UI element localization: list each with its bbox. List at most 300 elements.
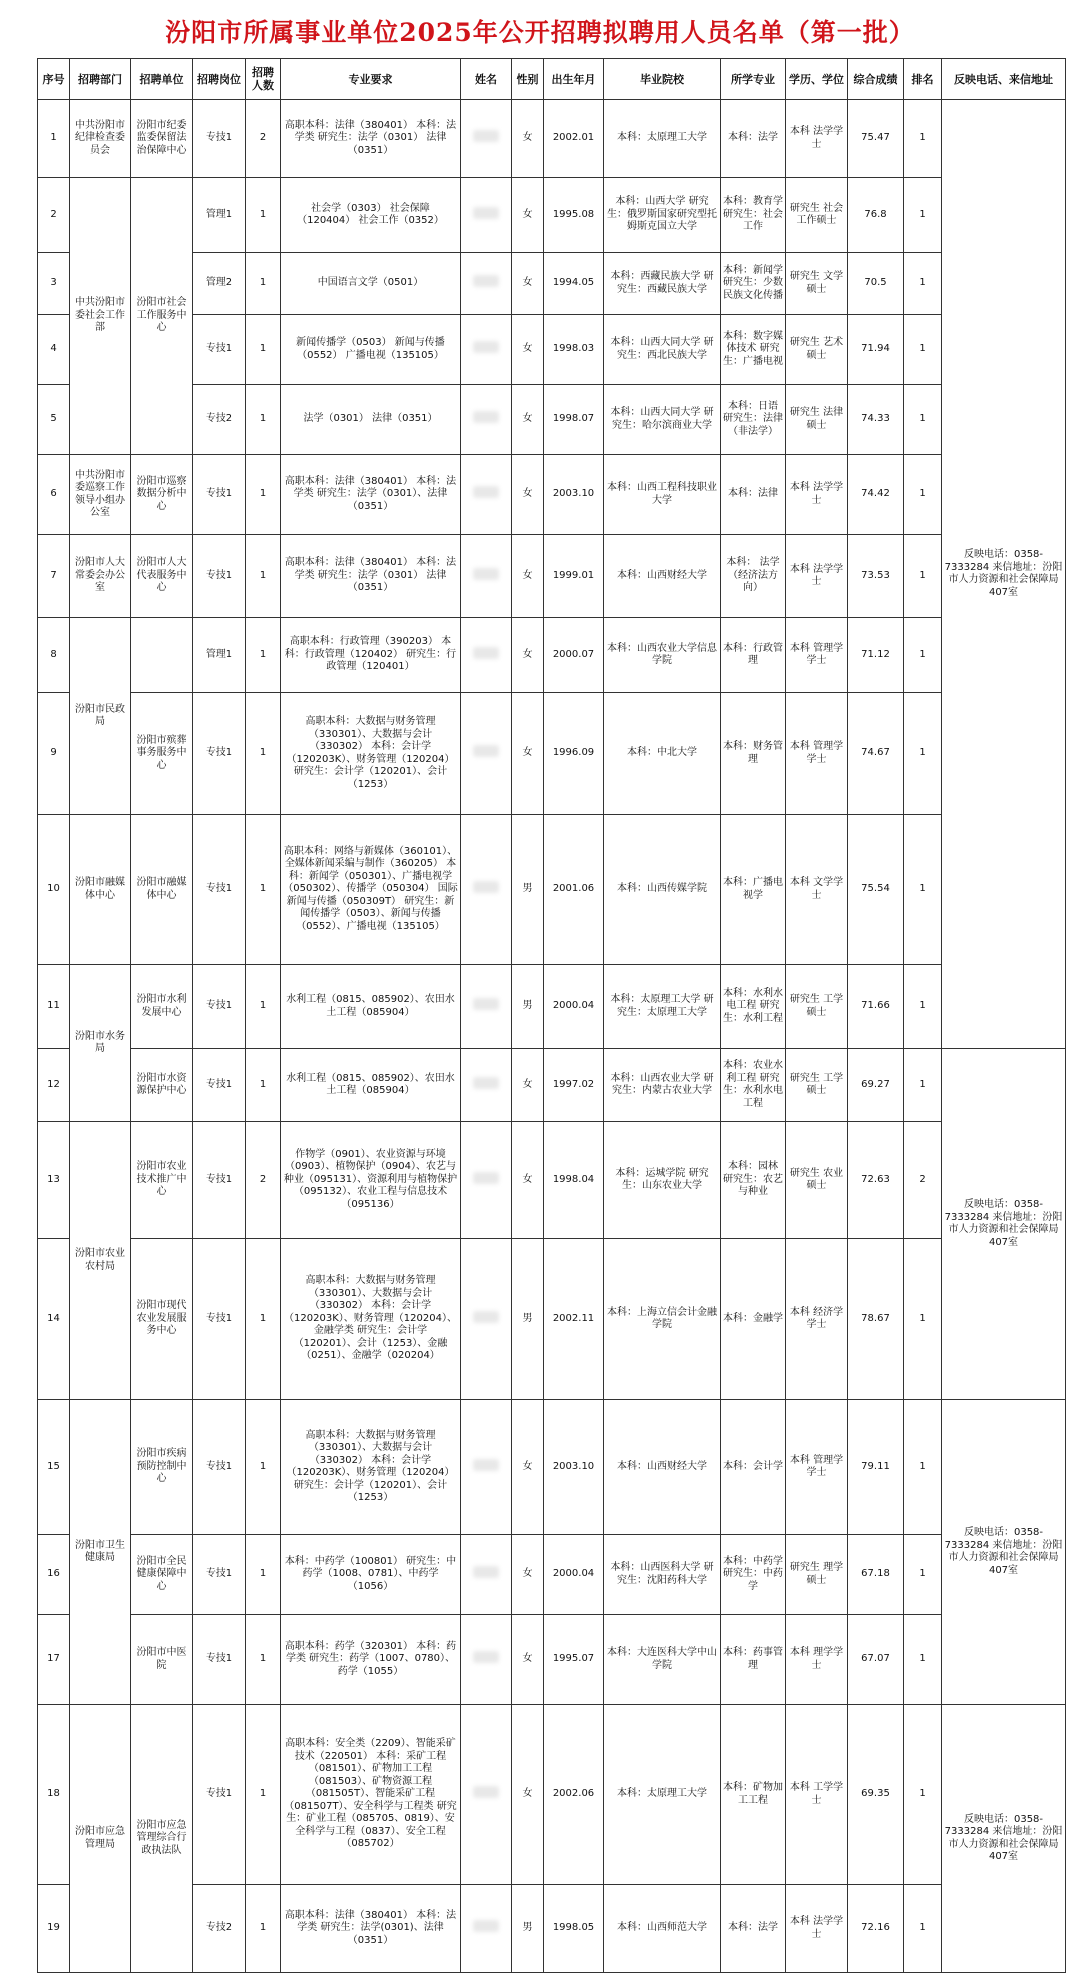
redaction-mark (473, 647, 499, 659)
count-cell: 1 (246, 1049, 281, 1122)
gender-cell: 男 (512, 815, 544, 965)
gender-cell: 男 (512, 965, 544, 1049)
table-row (38, 315, 1066, 385)
studied-major-cell: 本科：中药学 研究生：中药学 (721, 1535, 786, 1615)
degree-cell: 本科 管理学学士 (786, 693, 848, 815)
redaction-mark (473, 1311, 499, 1323)
major-requirement: 水利工程（0815、085902）、农田水土工程（085904） (281, 965, 461, 1049)
unit-cell: 汾阳市应急管理综合行政执法队 (131, 1705, 193, 1973)
name-redacted (461, 178, 512, 253)
score-cell: 70.5 (848, 253, 904, 315)
unit-cell: 汾阳市疾病预防控制中心 (131, 1400, 193, 1535)
gender-cell: 女 (512, 100, 544, 178)
rank-cell: 1 (904, 385, 942, 455)
table-row (38, 815, 1066, 965)
name-redacted (461, 385, 512, 455)
score-cell: 71.12 (848, 618, 904, 693)
rank-cell: 1 (904, 1049, 942, 1122)
birth-cell: 2003.10 (544, 455, 604, 535)
score-cell: 67.07 (848, 1615, 904, 1705)
header-cell: 反映电话、来信地址 (942, 59, 1066, 100)
degree-cell: 研究生 工学硕士 (786, 1049, 848, 1122)
studied-major-cell: 本科：园林 研究生：农艺与种业 (721, 1122, 786, 1239)
name-redacted (461, 618, 512, 693)
count-cell: 1 (246, 815, 281, 965)
table-row (38, 1239, 1066, 1400)
post-cell: 专技1 (193, 693, 246, 815)
count-cell: 1 (246, 1239, 281, 1400)
studied-major-cell: 本科：药事管理 (721, 1615, 786, 1705)
school-cell: 本科：山西财经大学 (604, 535, 721, 618)
major-requirement: 高职本科：法律（380401） 本科：法学类 研究生：法学（0301） 法律（0351） (281, 535, 461, 618)
unit-cell: 汾阳市水资源保护中心 (131, 1049, 193, 1122)
birth-cell: 1998.04 (544, 1122, 604, 1239)
row-number: 15 (38, 1400, 70, 1535)
redaction-mark (473, 207, 499, 219)
degree-cell: 本科 法学学士 (786, 100, 848, 178)
studied-major-cell: 本科：财务管理 (721, 693, 786, 815)
score-cell: 74.42 (848, 455, 904, 535)
degree-cell: 研究生 法律硕士 (786, 385, 848, 455)
header-cell: 学历、学位 (786, 59, 848, 100)
count-cell: 1 (246, 618, 281, 693)
school-cell: 本科：太原理工大学 研究生：太原理工大学 (604, 965, 721, 1049)
name-redacted (461, 455, 512, 535)
score-cell: 72.16 (848, 1885, 904, 1973)
row-number: 12 (38, 1049, 70, 1122)
major-requirement: 水利工程（0815、085902）、农田水土工程（085904） (281, 1049, 461, 1122)
count-cell: 2 (246, 1122, 281, 1239)
name-redacted (461, 965, 512, 1049)
school-cell: 本科：山西大同大学 研究生：哈尔滨商业大学 (604, 385, 721, 455)
degree-cell: 研究生 农业硕士 (786, 1122, 848, 1239)
studied-major-cell: 本科：法学 (721, 100, 786, 178)
rank-cell: 2 (904, 1122, 942, 1239)
studied-major-cell: 本科：会计学 (721, 1400, 786, 1535)
major-requirement: 作物学（0901）、农业资源与环境（0903）、植物保护（0904）、农艺与种业（095131）、资源利用与植物保护（095132）、农业工程与信息技术（095136） (281, 1122, 461, 1239)
row-number: 6 (38, 455, 70, 535)
studied-major-cell: 本科：新闻学 研究生：少数民族文化传播 (721, 253, 786, 315)
post-cell: 专技1 (193, 1122, 246, 1239)
score-cell: 67.18 (848, 1535, 904, 1615)
name-redacted (461, 1615, 512, 1705)
count-cell: 1 (246, 455, 281, 535)
table-row (38, 1400, 1066, 1535)
post-cell: 专技2 (193, 1885, 246, 1973)
header-cell: 序号 (38, 59, 70, 100)
studied-major-cell: 本科：广播电视学 (721, 815, 786, 965)
row-number: 13 (38, 1122, 70, 1239)
name-redacted (461, 693, 512, 815)
school-cell: 本科：大连医科大学中山学院 (604, 1615, 721, 1705)
major-requirement: 高职本科：大数据与财务管理（330301）、大数据与会计（330302） 本科：会计学（120203K）、财务管理（120204） 研究生：会计学（120201）、会计（1253） (281, 693, 461, 815)
school-cell: 本科：山西财经大学 (604, 1400, 721, 1535)
row-number: 3 (38, 253, 70, 315)
row-number: 5 (38, 385, 70, 455)
name-redacted (461, 1122, 512, 1239)
unit-cell: 汾阳市巡察数据分析中心 (131, 455, 193, 535)
degree-cell: 本科 理学学士 (786, 1615, 848, 1705)
studied-major-cell: 本科：数字媒体技术 研究生：广播电视 (721, 315, 786, 385)
post-cell: 专技1 (193, 315, 246, 385)
degree-cell: 研究生 艺术硕士 (786, 315, 848, 385)
studied-major-cell: 本科：法学 (721, 1885, 786, 1973)
post-cell: 专技1 (193, 455, 246, 535)
rank-cell: 1 (904, 1400, 942, 1535)
studied-major-cell: 本科： 法学（经济法方向） (721, 535, 786, 618)
header-cell: 排名 (904, 59, 942, 100)
table-row (38, 1615, 1066, 1705)
birth-cell: 2001.06 (544, 815, 604, 965)
studied-major-cell: 本科：矿物加工工程 (721, 1705, 786, 1885)
post-cell: 管理1 (193, 178, 246, 253)
redaction-mark (473, 1786, 499, 1798)
major-requirement: 高职本科：行政管理（390203） 本科：行政管理（120402） 研究生：行政管理（120401） (281, 618, 461, 693)
header-cell: 出生年月 (544, 59, 604, 100)
post-cell: 专技1 (193, 1049, 246, 1122)
score-cell: 71.66 (848, 965, 904, 1049)
score-cell: 72.63 (848, 1122, 904, 1239)
header-cell: 招聘岗位 (193, 59, 246, 100)
birth-cell: 2000.07 (544, 618, 604, 693)
header-cell: 招聘人数 (246, 59, 281, 100)
score-cell: 78.67 (848, 1239, 904, 1400)
unit-cell: 汾阳市殡葬事务服务中心 (131, 693, 193, 815)
table-row (38, 385, 1066, 455)
score-cell: 74.67 (848, 693, 904, 815)
score-cell: 69.27 (848, 1049, 904, 1122)
name-redacted (461, 1705, 512, 1885)
birth-cell: 1998.03 (544, 315, 604, 385)
rank-cell: 1 (904, 1885, 942, 1973)
dept-cell: 汾阳市农业农村局 (70, 1122, 131, 1400)
school-cell: 本科：中北大学 (604, 693, 721, 815)
name-redacted (461, 535, 512, 618)
birth-cell: 2000.04 (544, 965, 604, 1049)
row-number: 16 (38, 1535, 70, 1615)
birth-cell: 2002.11 (544, 1239, 604, 1400)
table-row (38, 178, 1066, 253)
post-cell: 专技1 (193, 815, 246, 965)
post-cell: 管理2 (193, 253, 246, 315)
birth-cell: 1998.07 (544, 385, 604, 455)
score-cell: 76.8 (848, 178, 904, 253)
redaction-mark (473, 275, 499, 287)
birth-cell: 2002.06 (544, 1705, 604, 1885)
row-number: 17 (38, 1615, 70, 1705)
birth-cell: 1996.09 (544, 693, 604, 815)
score-cell: 75.47 (848, 100, 904, 178)
document-title: 汾阳市所属事业单位2025年公开招聘拟聘用人员名单（第一批） (165, 18, 915, 47)
score-cell: 73.53 (848, 535, 904, 618)
post-cell: 专技1 (193, 1535, 246, 1615)
redaction-mark (473, 568, 499, 580)
studied-major-cell: 本科：法律 (721, 455, 786, 535)
school-cell: 本科：山西农业大学 研究生：内蒙古农业大学 (604, 1049, 721, 1122)
post-cell: 专技1 (193, 965, 246, 1049)
dept-cell: 中共汾阳市委巡察工作领导小组办公室 (70, 455, 131, 535)
birth-cell: 1994.05 (544, 253, 604, 315)
row-number: 19 (38, 1885, 70, 1973)
gender-cell: 女 (512, 535, 544, 618)
table-header-row (38, 59, 1066, 100)
school-cell: 本科：山西师范大学 (604, 1885, 721, 1973)
row-number: 9 (38, 693, 70, 815)
count-cell: 1 (246, 1705, 281, 1885)
table-row (38, 253, 1066, 315)
header-cell: 综合成绩 (848, 59, 904, 100)
gender-cell: 女 (512, 1705, 544, 1885)
dept-cell: 中共汾阳市纪律检查委员会 (70, 100, 131, 178)
major-requirement: 新闻传播学（0503） 新闻与传播（0552） 广播电视（135105） (281, 315, 461, 385)
table-row (38, 693, 1066, 815)
rank-cell: 1 (904, 693, 942, 815)
studied-major-cell: 本科：金融学 (721, 1239, 786, 1400)
header-cell: 毕业院校 (604, 59, 721, 100)
major-requirement: 社会学（0303） 社会保障（120404） 社会工作（0352） (281, 178, 461, 253)
name-redacted (461, 253, 512, 315)
birth-cell: 2002.01 (544, 100, 604, 178)
gender-cell: 女 (512, 178, 544, 253)
post-cell: 专技1 (193, 100, 246, 178)
school-cell: 本科：太原理工大学 (604, 1705, 721, 1885)
dept-cell: 汾阳市卫生健康局 (70, 1400, 131, 1705)
redaction-mark (473, 745, 499, 757)
unit-cell: 汾阳市现代农业发展服务中心 (131, 1239, 193, 1400)
major-requirement: 高职本科：安全类（2209）、智能采矿技术（220501） 本科：采矿工程（081501）、矿物加工工程（081503）、矿物资源工程（081505T）、智能采矿工程（081507T）、安全科学与工程类 研究生：矿业工程（085705、0819）、安全科学与工程（0837）、安全工程（085702） (281, 1705, 461, 1885)
rank-cell: 1 (904, 1239, 942, 1400)
birth-cell: 1998.05 (544, 1885, 604, 1973)
school-cell: 本科：山西大同大学 研究生：西北民族大学 (604, 315, 721, 385)
gender-cell: 女 (512, 618, 544, 693)
major-requirement: 中国语言文学（0501） (281, 253, 461, 315)
count-cell: 1 (246, 315, 281, 385)
gender-cell: 女 (512, 1535, 544, 1615)
rank-cell: 1 (904, 253, 942, 315)
unit-cell: 汾阳市纪委监委保留法治保障中心 (131, 100, 193, 178)
header-cell: 招聘部门 (70, 59, 131, 100)
unit-cell: 汾阳市中医院 (131, 1615, 193, 1705)
rank-cell: 1 (904, 965, 942, 1049)
school-cell: 本科：山西大学 研究生：俄罗斯国家研究型托姆斯克国立大学 (604, 178, 721, 253)
table-row (38, 1049, 1066, 1122)
row-number: 1 (38, 100, 70, 178)
gender-cell: 女 (512, 315, 544, 385)
birth-cell: 2003.10 (544, 1400, 604, 1535)
count-cell: 1 (246, 253, 281, 315)
school-cell: 本科：运城学院 研究生：山东农业大学 (604, 1122, 721, 1239)
table-row (38, 535, 1066, 618)
contact-cell: 反映电话：0358-7333284 来信地址：汾阳市人力资源和社会保障局407室 (942, 1400, 1066, 1705)
major-requirement: 高职本科：法律（380401） 本科：法学类 研究生：法学（0301） 法律（0351） (281, 100, 461, 178)
post-cell: 专技1 (193, 1615, 246, 1705)
count-cell: 1 (246, 1535, 281, 1615)
rank-cell: 1 (904, 535, 942, 618)
post-cell: 专技1 (193, 1705, 246, 1885)
gender-cell: 女 (512, 1615, 544, 1705)
dept-cell: 汾阳市民政局 (70, 618, 131, 815)
rank-cell: 1 (904, 1705, 942, 1885)
major-requirement: 法学（0301） 法律（0351） (281, 385, 461, 455)
birth-cell: 1997.02 (544, 1049, 604, 1122)
rank-cell: 1 (904, 618, 942, 693)
unit-cell: 汾阳市水利发展中心 (131, 965, 193, 1049)
post-cell: 专技1 (193, 535, 246, 618)
school-cell: 本科：山西工程科技职业大学 (604, 455, 721, 535)
table-row (38, 965, 1066, 1049)
degree-cell: 本科 法学学士 (786, 535, 848, 618)
header-cell: 姓名 (461, 59, 512, 100)
birth-cell: 1995.08 (544, 178, 604, 253)
count-cell: 1 (246, 535, 281, 618)
major-requirement: 高职本科：药学（320301） 本科：药学类 研究生：药学（1007、0780）、药学（1055） (281, 1615, 461, 1705)
degree-cell: 研究生 工学硕士 (786, 965, 848, 1049)
gender-cell: 女 (512, 253, 544, 315)
unit-cell (131, 618, 193, 693)
contact-cell: 反映电话：0358-7333284 来信地址：汾阳市人力资源和社会保障局407室 (942, 1049, 1066, 1400)
redaction-mark (473, 1566, 499, 1578)
redaction-mark (473, 881, 499, 893)
unit-cell: 汾阳市全民健康保障中心 (131, 1535, 193, 1615)
header-cell: 招聘单位 (131, 59, 193, 100)
dept-cell: 汾阳市水务局 (70, 965, 131, 1122)
row-number: 18 (38, 1705, 70, 1885)
row-number: 11 (38, 965, 70, 1049)
row-number: 8 (38, 618, 70, 693)
birth-cell: 1995.07 (544, 1615, 604, 1705)
studied-major-cell: 本科：水利水电工程 研究生：水利工程 (721, 965, 786, 1049)
redaction-mark (473, 486, 499, 498)
count-cell: 1 (246, 965, 281, 1049)
count-cell: 1 (246, 693, 281, 815)
rank-cell: 1 (904, 315, 942, 385)
major-requirement: 本科：中药学（100801） 研究生：中药学（1008、0781）、中药学（1056） (281, 1535, 461, 1615)
rank-cell: 1 (904, 1535, 942, 1615)
birth-cell: 1999.01 (544, 535, 604, 618)
name-redacted (461, 815, 512, 965)
redaction-mark (473, 1077, 499, 1089)
name-redacted (461, 1400, 512, 1535)
major-requirement: 高职本科：法律（380401） 本科：法学类 研究生：法学(0301)、法律（0351） (281, 1885, 461, 1973)
row-number: 4 (38, 315, 70, 385)
name-redacted (461, 1885, 512, 1973)
redaction-mark (473, 1172, 499, 1184)
dept-cell: 汾阳市应急管理局 (70, 1705, 131, 1973)
studied-major-cell: 本科：行政管理 (721, 618, 786, 693)
dept-cell: 汾阳市融媒体中心 (70, 815, 131, 965)
score-cell: 75.54 (848, 815, 904, 965)
degree-cell: 本科 经济学学士 (786, 1239, 848, 1400)
redaction-mark (473, 1459, 499, 1471)
degree-cell: 本科 法学学士 (786, 1885, 848, 1973)
major-requirement: 高职本科：法律（380401） 本科：法学类 研究生：法学（0301）、法律（0351） (281, 455, 461, 535)
gender-cell: 男 (512, 1239, 544, 1400)
header-cell: 专业要求 (281, 59, 461, 100)
rank-cell: 1 (904, 1615, 942, 1705)
gender-cell: 女 (512, 1400, 544, 1535)
score-cell: 74.33 (848, 385, 904, 455)
gender-cell: 女 (512, 1122, 544, 1239)
score-cell: 71.94 (848, 315, 904, 385)
table-row (38, 100, 1066, 178)
unit-cell: 汾阳市社会工作服务中心 (131, 178, 193, 455)
table-row (38, 1535, 1066, 1615)
name-redacted (461, 1535, 512, 1615)
post-cell: 专技1 (193, 1400, 246, 1535)
rank-cell: 1 (904, 815, 942, 965)
major-requirement: 高职本科：大数据与财务管理（330301）、大数据与会计（330302） 本科：会计学（120203K）、财务管理（120204）、金融学类 研究生：会计学（120201）、会计（1253）、金融（0251）、金融学（020204） (281, 1239, 461, 1400)
table-row (38, 1885, 1066, 1973)
school-cell: 本科：上海立信会计金融学院 (604, 1239, 721, 1400)
school-cell: 本科：山西传媒学院 (604, 815, 721, 965)
gender-cell: 女 (512, 385, 544, 455)
count-cell: 1 (246, 385, 281, 455)
degree-cell: 本科 法学学士 (786, 455, 848, 535)
score-cell: 69.35 (848, 1705, 904, 1885)
degree-cell: 本科 管理学学士 (786, 1400, 848, 1535)
degree-cell: 研究生 文学硕士 (786, 253, 848, 315)
roster-table (37, 58, 1066, 1973)
rank-cell: 1 (904, 100, 942, 178)
redaction-mark (473, 1920, 499, 1932)
table-row (38, 618, 1066, 693)
gender-cell: 女 (512, 693, 544, 815)
row-number: 10 (38, 815, 70, 965)
gender-cell: 男 (512, 1885, 544, 1973)
contact-cell: 反映电话：0358-7333284 来信地址：汾阳市人力资源和社会保障局407室 (942, 100, 1066, 1049)
degree-cell: 本科 管理学学士 (786, 618, 848, 693)
name-redacted (461, 315, 512, 385)
major-requirement: 高职本科：大数据与财务管理（330301）、大数据与会计（330302） 本科：会计学（120203K）、财务管理（120204） 研究生：会计学（120201）、会计（1253） (281, 1400, 461, 1535)
rank-cell: 1 (904, 455, 942, 535)
count-cell: 1 (246, 1615, 281, 1705)
redaction-mark (473, 411, 499, 423)
name-redacted (461, 1239, 512, 1400)
post-cell: 管理1 (193, 618, 246, 693)
studied-major-cell: 本科：农业水利工程 研究生：水利水电工程 (721, 1049, 786, 1122)
unit-cell: 汾阳市农业技术推广中心 (131, 1122, 193, 1239)
row-number: 7 (38, 535, 70, 618)
dept-cell: 汾阳市人大常委会办公室 (70, 535, 131, 618)
school-cell: 本科：山西农业大学信息学院 (604, 618, 721, 693)
row-number: 2 (38, 178, 70, 253)
count-cell: 1 (246, 1885, 281, 1973)
redaction-mark (473, 998, 499, 1010)
dept-cell: 中共汾阳市委社会工作部 (70, 178, 131, 455)
gender-cell: 女 (512, 455, 544, 535)
major-requirement: 高职本科：网络与新媒体（360101）、全媒体新闻采编与制作（360205） 本科：新闻学（050301）、广播电视学（050302）、传播学（050304） 国际新闻与传播（050309T） 研究生：新闻传播学（0503）、新闻与传播（0552）、广播电视（135105） (281, 815, 461, 965)
degree-cell: 本科 文学学士 (786, 815, 848, 965)
post-cell: 专技2 (193, 385, 246, 455)
table-row (38, 455, 1066, 535)
header-cell: 所学专业 (721, 59, 786, 100)
contact-cell: 反映电话：0358-7333284 来信地址：汾阳市人力资源和社会保障局407室 (942, 1705, 1066, 1973)
degree-cell: 研究生 理学硕士 (786, 1535, 848, 1615)
unit-cell: 汾阳市人大代表服务中心 (131, 535, 193, 618)
name-redacted (461, 1049, 512, 1122)
studied-major-cell: 本科：教育学 研究生：社会工作 (721, 178, 786, 253)
birth-cell: 2000.04 (544, 1535, 604, 1615)
school-cell: 本科：山西医科大学 研究生：沈阳药科大学 (604, 1535, 721, 1615)
post-cell: 专技1 (193, 1239, 246, 1400)
redaction-mark (473, 341, 499, 353)
studied-major-cell: 本科：日语 研究生：法律（非法学） (721, 385, 786, 455)
gender-cell: 女 (512, 1049, 544, 1122)
row-number: 14 (38, 1239, 70, 1400)
name-redacted (461, 100, 512, 178)
header-cell: 性别 (512, 59, 544, 100)
table-row (38, 1705, 1066, 1885)
